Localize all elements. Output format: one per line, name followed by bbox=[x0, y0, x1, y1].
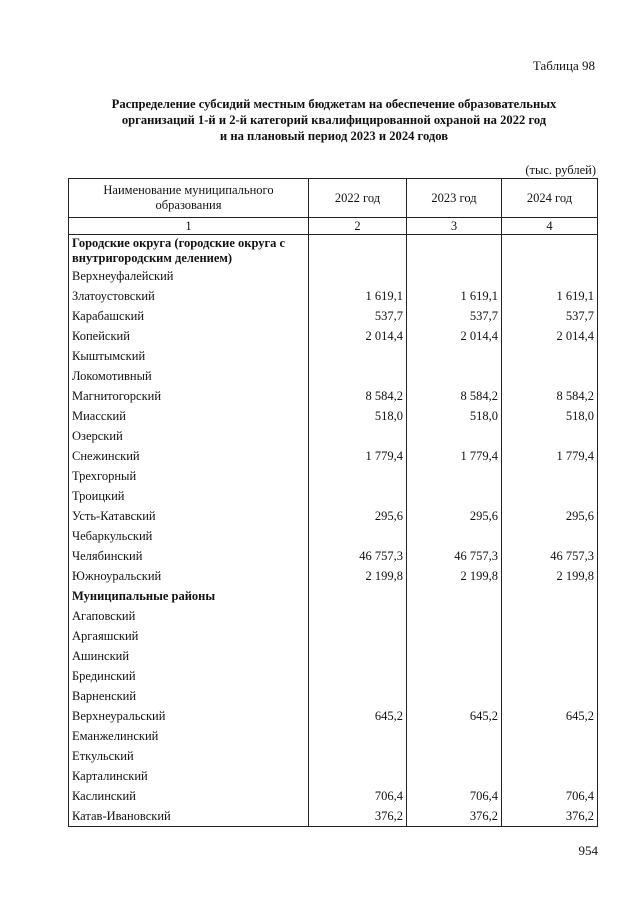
value-2023 bbox=[407, 526, 502, 546]
table-row bbox=[69, 706, 598, 726]
value-2024: 1 779,4 bbox=[502, 446, 598, 466]
document-title bbox=[40, 96, 628, 144]
value-2022: 518,0 bbox=[309, 406, 407, 426]
value-2022: 46 757,3 bbox=[309, 546, 407, 566]
table-row bbox=[69, 786, 598, 806]
value-2022: 537,7 bbox=[309, 306, 407, 326]
table-row bbox=[69, 546, 598, 566]
value-2023: 2 199,8 bbox=[407, 566, 502, 586]
value-2024 bbox=[502, 526, 598, 546]
value-2022 bbox=[309, 746, 407, 766]
table-row bbox=[69, 446, 598, 466]
municipality-name: Трехгорный bbox=[69, 466, 309, 486]
table-row bbox=[69, 426, 598, 446]
table-row bbox=[69, 666, 598, 686]
value-2022 bbox=[309, 235, 407, 267]
value-2024: 518,0 bbox=[502, 406, 598, 426]
value-2022 bbox=[309, 366, 407, 386]
value-2022: 376,2 bbox=[309, 806, 407, 827]
municipality-name: Челябинский bbox=[69, 546, 309, 566]
municipality-name: Аргаяшский bbox=[69, 626, 309, 646]
title-line-2: организаций 1-й и 2-й категорий квалифицированной охраной на 2022 год bbox=[121, 113, 547, 127]
value-2022: 645,2 bbox=[309, 706, 407, 726]
value-2023 bbox=[407, 726, 502, 746]
value-2023 bbox=[407, 606, 502, 626]
value-2024 bbox=[502, 686, 598, 706]
value-2024 bbox=[502, 366, 598, 386]
title-line-3: и на плановый период 2023 и 2024 годов bbox=[219, 129, 449, 143]
value-2024 bbox=[502, 426, 598, 446]
value-2022: 706,4 bbox=[309, 786, 407, 806]
table-row bbox=[69, 366, 598, 386]
value-2023 bbox=[407, 366, 502, 386]
column-header-2022: 2022 год bbox=[309, 179, 407, 218]
value-2022 bbox=[309, 726, 407, 746]
value-2023: 8 584,2 bbox=[407, 386, 502, 406]
value-2022: 2 199,8 bbox=[309, 566, 407, 586]
value-2024 bbox=[502, 586, 598, 606]
value-2023 bbox=[407, 266, 502, 286]
value-2024 bbox=[502, 346, 598, 366]
municipality-name: Верхнеуральский bbox=[69, 706, 309, 726]
table-row bbox=[69, 626, 598, 646]
value-2024 bbox=[502, 266, 598, 286]
value-2023 bbox=[407, 646, 502, 666]
municipality-name: Чебаркульский bbox=[69, 526, 309, 546]
municipality-name: Магнитогорский bbox=[69, 386, 309, 406]
value-2024 bbox=[502, 746, 598, 766]
value-2023 bbox=[407, 686, 502, 706]
table-row bbox=[69, 806, 598, 827]
value-2023 bbox=[407, 235, 502, 267]
value-2023: 518,0 bbox=[407, 406, 502, 426]
table-row bbox=[69, 346, 598, 366]
value-2022: 2 014,4 bbox=[309, 326, 407, 346]
municipality-name: Копейский bbox=[69, 326, 309, 346]
value-2023 bbox=[407, 666, 502, 686]
municipality-name: Катав-Ивановский bbox=[69, 806, 309, 827]
municipality-name: Кыштымский bbox=[69, 346, 309, 366]
municipality-name: Городские округа (городские округа с внутригородским делением) bbox=[69, 235, 309, 267]
table-row bbox=[69, 326, 598, 346]
column-header-2024: 2024 год bbox=[502, 179, 598, 218]
value-2024 bbox=[502, 766, 598, 786]
value-2024 bbox=[502, 626, 598, 646]
value-2023: 1 619,1 bbox=[407, 286, 502, 306]
subsidy-table bbox=[68, 178, 598, 827]
table-row bbox=[69, 746, 598, 766]
table-row bbox=[69, 486, 598, 506]
value-2022 bbox=[309, 466, 407, 486]
table-row bbox=[69, 526, 598, 546]
value-2024: 8 584,2 bbox=[502, 386, 598, 406]
value-2024: 376,2 bbox=[502, 806, 598, 827]
municipality-name: Троицкий bbox=[69, 486, 309, 506]
section-row bbox=[69, 586, 598, 606]
value-2023 bbox=[407, 426, 502, 446]
municipality-name: Усть-Катавский bbox=[69, 506, 309, 526]
value-2022 bbox=[309, 486, 407, 506]
municipality-name: Верхнеуфалейский bbox=[69, 266, 309, 286]
municipality-name: Карталинский bbox=[69, 766, 309, 786]
value-2022 bbox=[309, 646, 407, 666]
value-2023 bbox=[407, 586, 502, 606]
municipality-name: Южноуральский bbox=[69, 566, 309, 586]
column-number-1: 1 bbox=[69, 218, 309, 235]
value-2022: 1 779,4 bbox=[309, 446, 407, 466]
value-2022 bbox=[309, 606, 407, 626]
page-number: 954 bbox=[578, 843, 598, 858]
value-2024: 2 199,8 bbox=[502, 566, 598, 586]
municipality-name: Ашинский bbox=[69, 646, 309, 666]
value-2023 bbox=[407, 746, 502, 766]
value-2023 bbox=[407, 626, 502, 646]
section-row bbox=[69, 235, 598, 267]
value-2023: 1 779,4 bbox=[407, 446, 502, 466]
municipality-name: Муниципальные районы bbox=[69, 586, 309, 606]
value-2023: 706,4 bbox=[407, 786, 502, 806]
table-row bbox=[69, 306, 598, 326]
table-row bbox=[69, 766, 598, 786]
value-2022: 295,6 bbox=[309, 506, 407, 526]
table-row bbox=[69, 686, 598, 706]
table-row bbox=[69, 406, 598, 426]
table-row bbox=[69, 726, 598, 746]
value-2023: 537,7 bbox=[407, 306, 502, 326]
municipality-name: Локомотивный bbox=[69, 366, 309, 386]
value-2022 bbox=[309, 426, 407, 446]
value-2022 bbox=[309, 346, 407, 366]
municipality-name: Варненский bbox=[69, 686, 309, 706]
value-2024 bbox=[502, 726, 598, 746]
value-2024: 1 619,1 bbox=[502, 286, 598, 306]
table-row bbox=[69, 566, 598, 586]
value-2024: 295,6 bbox=[502, 506, 598, 526]
value-2023: 645,2 bbox=[407, 706, 502, 726]
municipality-name: Карабашский bbox=[69, 306, 309, 326]
value-2022 bbox=[309, 666, 407, 686]
table-row bbox=[69, 466, 598, 486]
value-2023 bbox=[407, 486, 502, 506]
value-2023: 2 014,4 bbox=[407, 326, 502, 346]
municipality-name: Миасский bbox=[69, 406, 309, 426]
value-2022 bbox=[309, 766, 407, 786]
column-header-2023: 2023 год bbox=[407, 179, 502, 218]
table-row bbox=[69, 286, 598, 306]
value-2023 bbox=[407, 766, 502, 786]
value-2023: 295,6 bbox=[407, 506, 502, 526]
table-row bbox=[69, 266, 598, 286]
municipality-name: Каслинский bbox=[69, 786, 309, 806]
table-row bbox=[69, 506, 598, 526]
value-2024 bbox=[502, 646, 598, 666]
value-2024: 2 014,4 bbox=[502, 326, 598, 346]
value-2023: 46 757,3 bbox=[407, 546, 502, 566]
municipality-name: Озерский bbox=[69, 426, 309, 446]
municipality-name: Агаповский bbox=[69, 606, 309, 626]
value-2024: 46 757,3 bbox=[502, 546, 598, 566]
municipality-name: Златоустовский bbox=[69, 286, 309, 306]
municipality-name: Еманжелинский bbox=[69, 726, 309, 746]
value-2023: 376,2 bbox=[407, 806, 502, 827]
value-2024 bbox=[502, 486, 598, 506]
table-row bbox=[69, 646, 598, 666]
value-2024 bbox=[502, 666, 598, 686]
value-2022 bbox=[309, 266, 407, 286]
municipality-name: Еткульский bbox=[69, 746, 309, 766]
value-2024 bbox=[502, 606, 598, 626]
value-2024 bbox=[502, 235, 598, 267]
value-2024: 537,7 bbox=[502, 306, 598, 326]
value-2023 bbox=[407, 346, 502, 366]
table-row bbox=[69, 386, 598, 406]
title-line-1: Распределение субсидий местным бюджетам на обеспечение образовательных bbox=[111, 97, 557, 111]
value-2024: 645,2 bbox=[502, 706, 598, 726]
table-label: Таблица 98 bbox=[532, 58, 595, 73]
value-2022 bbox=[309, 586, 407, 606]
column-number-2: 2 bbox=[309, 218, 407, 235]
value-2022 bbox=[309, 626, 407, 646]
municipality-name: Брединский bbox=[69, 666, 309, 686]
units-label: (тыс. рублей) bbox=[525, 163, 596, 177]
value-2022 bbox=[309, 526, 407, 546]
value-2022 bbox=[309, 686, 407, 706]
value-2022: 1 619,1 bbox=[309, 286, 407, 306]
value-2024 bbox=[502, 466, 598, 486]
column-header-name: Наименование муниципального образования bbox=[69, 179, 309, 218]
table-body bbox=[69, 235, 598, 827]
column-number-3: 3 bbox=[407, 218, 502, 235]
value-2022: 8 584,2 bbox=[309, 386, 407, 406]
value-2023 bbox=[407, 466, 502, 486]
table-row bbox=[69, 606, 598, 626]
municipality-name: Снежинский bbox=[69, 446, 309, 466]
value-2024: 706,4 bbox=[502, 786, 598, 806]
column-number-4: 4 bbox=[502, 218, 598, 235]
